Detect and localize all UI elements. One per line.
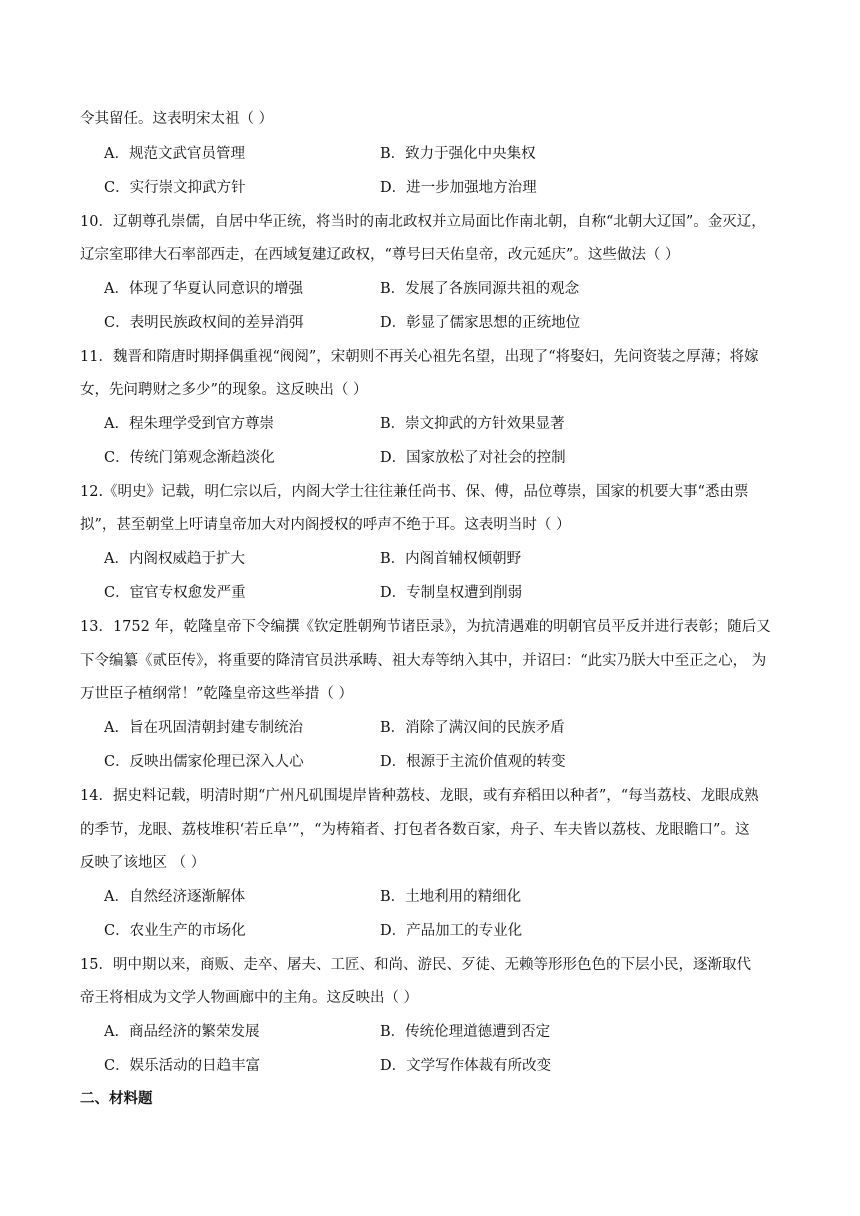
q15-stem-line1: 15．明中期以来，商贩、走卒、屠夫、工匠、和尚、游民、歹徒、无赖等形形色色的下层小民，逐渐取代 xyxy=(80,957,751,973)
q12-option-c: C．宦官专权愈发严重 xyxy=(104,585,246,601)
q14-stem-line3: 反映了该地区 （ ） xyxy=(80,855,206,871)
q9-option-b: B．致力于强化中央集权 xyxy=(380,146,536,162)
q15-stem-line2: 帝王将相成为文学人物画廊中的主角。这反映出（ ） xyxy=(80,990,419,1006)
q15-option-b: B．传统伦理道德遭到否定 xyxy=(380,1024,551,1040)
q9-option-a: A．规范文武官员管理 xyxy=(104,146,245,162)
q13-option-a: A．旨在巩固清朝封建专制统治 xyxy=(104,720,303,736)
q9-option-c: C．实行崇文抑武方针 xyxy=(104,180,246,196)
q10-option-b: B．发展了各族同源共祖的观念 xyxy=(380,281,580,297)
q13-option-d: D．根源于主流价值观的转变 xyxy=(380,754,566,770)
q15-option-a: A．商品经济的繁荣发展 xyxy=(104,1024,260,1040)
q11-option-c: C．传统门第观念渐趋淡化 xyxy=(104,450,275,466)
q10-stem-line1: 10．辽朝尊孔崇儒，自居中华正统，将当时的南北政权并立局面比作南北朝，自称“北朝大辽国”。金灭辽， xyxy=(80,214,766,230)
q11-stem-line2: 女，先问聘财之多少”的现象。这反映出（ ） xyxy=(80,382,368,398)
q14-option-b: B．土地利用的精细化 xyxy=(380,889,522,905)
q14-stem-line2: 的季节，龙眼、荔枝堆积‘若丘阜’”，“为梼箱者、打包者各数百家，舟子、车夫皆以荔枝、龙眼瞻口”。这 xyxy=(80,822,750,838)
q14-option-d: D．产品加工的专业化 xyxy=(380,923,523,939)
q14-option-a: A．自然经济逐渐解体 xyxy=(104,889,245,905)
q12-option-a: A．内阁权威趋于扩大 xyxy=(104,551,245,567)
q15-option-d: D．文学写作体裁有所改变 xyxy=(380,1058,552,1074)
q9-option-d: D．进一步加强地方治理 xyxy=(380,180,537,196)
q12-option-b: B．内阁首辅权倾朝野 xyxy=(380,551,522,567)
q10-stem-line2: 辽宗室耶律大石率部西走，在西域复建辽政权，“尊号曰天佑皇帝，改元延庆”。这些做法（ ） xyxy=(80,247,680,263)
q13-stem-line3: 万世臣子植纲常！”乾隆皇帝这些举措（ ） xyxy=(80,686,354,702)
q10-option-d: D．彰显了儒家思想的正统地位 xyxy=(380,315,581,331)
q13-stem-line1: 13．1752 年，乾隆皇帝下令编撰《钦定胜朝殉节诸臣录》，为抗清遇难的明朝官员平反并进行表彰；随后又 xyxy=(80,619,771,635)
q14-stem-line1: 14．据史料记载，明清时期“广州凡矶围堤岸皆种荔枝、龙眼，或有弃稻田以种者”，“每当荔枝、龙眼成熟 xyxy=(80,788,759,804)
section-heading-material: 二、材料题 xyxy=(80,1091,153,1107)
q13-option-b: B．消除了满汉间的民族矛盾 xyxy=(380,720,565,736)
q10-option-a: A．体现了华夏认同意识的增强 xyxy=(104,281,303,297)
q13-option-c: C．反映出儒家伦理已深入人心 xyxy=(104,754,304,770)
q12-option-d: D．专制皇权遭到削弱 xyxy=(380,585,523,601)
q11-option-a: A．程朱理学受到官方尊崇 xyxy=(104,416,274,432)
q15-option-c: C．娱乐活动的日趋丰富 xyxy=(104,1058,261,1074)
q11-option-b: B．崇文抑武的方针效果显著 xyxy=(380,416,565,432)
q9-stem-tail: 令其留任。这表明宋太祖（ ） xyxy=(80,111,274,127)
q14-option-c: C．农业生产的市场化 xyxy=(104,923,246,939)
q11-stem-line1: 11．魏晋和隋唐时期择偶重视“阀阅”，宋朝则不再关心祖先名望，出现了“将娶妇，先问资装之厚薄；将嫁 xyxy=(80,349,759,365)
q12-stem-line2: 拟”，甚至朝堂上吁请皇帝加大对内阁授权的呼声不绝于耳。这表明当时（ ） xyxy=(80,517,571,533)
q10-option-c: C．表明民族政权间的差异消弭 xyxy=(104,315,304,331)
q11-option-d: D．国家放松了对社会的控制 xyxy=(380,450,566,466)
q13-stem-line2: 下令编纂《贰臣传》，将重要的降清官员洪承畴、祖大寿等纳入其中，并诏曰：“此实乃朕大中至正之心， 为 xyxy=(80,653,767,669)
q12-stem-line1: 12.《明史》记载，明仁宗以后，内阁大学士往往兼任尚书、保、傅，品位尊崇，国家的机要大事“悉由票 xyxy=(80,484,749,500)
